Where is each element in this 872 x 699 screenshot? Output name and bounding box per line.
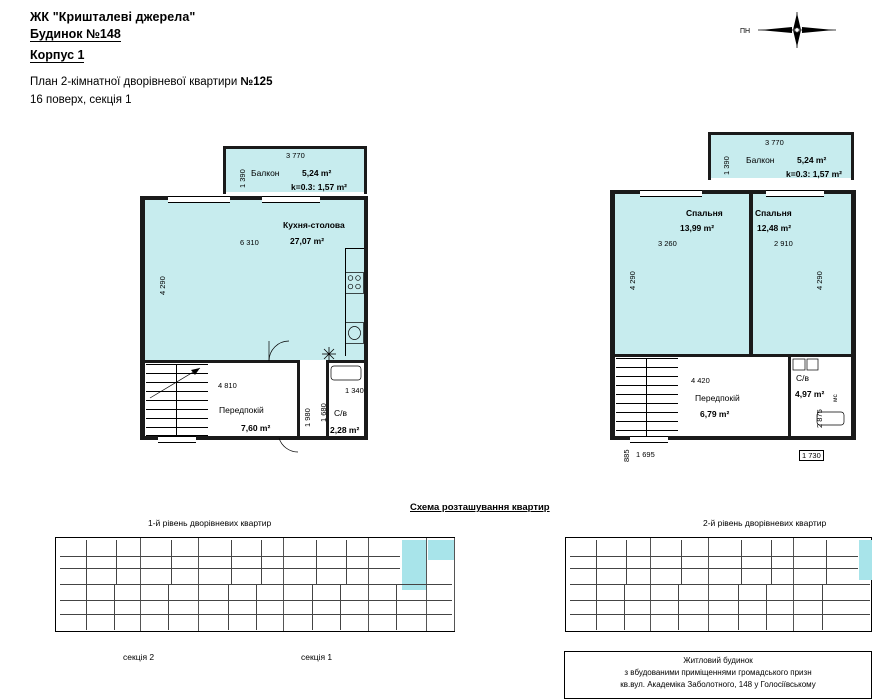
scheme-left-detail	[346, 540, 347, 584]
scheme-left-detail	[340, 584, 341, 630]
bedroom2-width-dim: 2 910	[774, 239, 793, 248]
scheme-right-detail	[738, 584, 739, 630]
balcony-coef: k=0.3: 1,57 m²	[291, 182, 347, 192]
l2-bath-width-dim: 1 730	[799, 450, 824, 461]
scheme-title: Схема розташування квартир	[410, 502, 550, 513]
scheme-left-detail	[60, 568, 400, 569]
scheme-right-highlight	[859, 540, 872, 580]
balcony-wall-right	[364, 146, 367, 194]
l2-balcony-width-dim: 3 770	[765, 138, 784, 147]
scheme-left-highlight-b	[428, 540, 454, 560]
l2-bath-area: 4,97 m²	[795, 389, 825, 399]
scheme-right-detail	[570, 568, 858, 569]
kitchen-balcony-door	[262, 196, 320, 203]
l2-balcony-coef: k=0.3: 1,57 m²	[786, 169, 842, 179]
kitchen-window	[168, 196, 230, 203]
scheme-left-detail	[60, 556, 400, 557]
scheme-right-detail	[596, 584, 597, 630]
scheme-left-detail	[261, 540, 262, 584]
bath-height-dim: 1 680	[319, 403, 328, 422]
l2-bath-height-dim: 2 875	[815, 409, 824, 428]
balcony-depth-dim: 1 390	[238, 169, 247, 188]
bathtub-icon-l2	[816, 410, 846, 434]
bedroom2-balcony-door	[766, 190, 824, 197]
l2-balcony-label: Балкон	[746, 155, 775, 165]
scheme-right-detail	[596, 540, 597, 584]
kitchen-label: Кухня-столова	[283, 220, 345, 230]
bedroom1-label: Спальня	[686, 208, 723, 218]
scheme-left-detail	[114, 584, 115, 630]
scheme-left-detail	[86, 584, 87, 630]
scheme-right-detail	[741, 540, 742, 584]
stairs-direction-arrow	[146, 364, 208, 404]
kitchen-area: 27,07 m²	[290, 236, 325, 246]
l2-bath-label: С/в	[796, 373, 810, 383]
bedroom2-area: 12,48 m²	[757, 223, 792, 233]
stamp-line-3: кв.вул. Академіка Заболотного, 148 у Голосіївському	[620, 680, 816, 689]
scheme-right-detail	[626, 540, 627, 584]
scheme-right-detail	[681, 540, 682, 584]
scheme-right-caption: 2-й рівень дворівневих квартир	[703, 518, 827, 528]
l2-hall-area: 6,79 m²	[700, 409, 730, 419]
scheme-right-detail	[822, 584, 823, 630]
hall-label: Передпокій	[219, 405, 264, 415]
sink-icon	[345, 322, 365, 344]
l2-balcony-area: 5,24 m²	[797, 155, 827, 165]
plan-title-text: План 2-кімнатної дворівневої квартири	[30, 76, 241, 88]
scheme-left-detail	[168, 584, 169, 630]
l2-balcony-wall-top	[708, 132, 854, 135]
l2-entrance-door	[630, 436, 668, 443]
balcony-width-dim: 3 770	[286, 151, 305, 160]
scheme-left-detail	[231, 540, 232, 584]
scheme-left-detail	[228, 584, 229, 630]
scheme-right-detail	[678, 584, 679, 630]
level1-floorplan	[0, 0, 420, 480]
bath-area: 2,28 m²	[330, 425, 360, 435]
scheme-left-detail	[116, 540, 117, 584]
entrance-door	[158, 436, 196, 443]
entrance-door-arc	[278, 437, 300, 453]
apartment-number: №125	[240, 76, 273, 88]
bedroom1-window	[640, 190, 702, 197]
bath-label: С/в	[334, 408, 348, 418]
complex-name: ЖК "Кришталеві джерела"	[30, 10, 196, 24]
l1-partition-hall-right	[297, 360, 300, 440]
scheme-left-section-1: секція 1	[301, 652, 333, 662]
building-number: Будинок №148	[30, 27, 121, 41]
bath-width-dim: 1 340	[345, 386, 364, 395]
kitchen-width-dim: 6 310	[240, 238, 259, 247]
scheme-right-detail	[570, 600, 870, 601]
balcony-wall-left	[223, 146, 226, 194]
scheme-left-detail	[312, 584, 313, 630]
compass-north-label: ПН	[740, 28, 751, 35]
bedroom1-width-dim: 3 260	[658, 239, 677, 248]
kitchen-counter-line	[345, 248, 364, 249]
scheme-right-detail	[570, 584, 870, 585]
title-stamp	[564, 651, 872, 699]
level2-staircase	[616, 358, 678, 436]
scheme-left-caption: 1-й рівень дворівневих квартир	[148, 518, 272, 528]
scheme-left-section-2: секція 2	[123, 652, 155, 662]
corpus-number: Корпус 1	[30, 48, 85, 62]
l2-wall-right	[851, 190, 856, 440]
scheme-right-detail	[771, 540, 772, 584]
scheme-left-detail	[316, 540, 317, 584]
bathtub-icon	[330, 364, 364, 384]
wc-side-label: мс	[832, 394, 839, 402]
bedroom2-height-dim: 4 290	[815, 271, 824, 290]
l2-balcony-wall-right	[851, 132, 854, 180]
scheme-left-highlight-a	[402, 540, 426, 590]
stamp-line-2: з вбудованими приміщеннями громадського призн	[624, 668, 812, 677]
l2-extra-dim-2: 1 695	[636, 450, 655, 459]
scheme-right-detail	[766, 584, 767, 630]
l2-hall-width-dim: 4 420	[691, 376, 710, 385]
l2-extra-dim-1: 885	[622, 449, 631, 462]
kitchen-door-arc	[268, 340, 290, 362]
bedroom1-height-dim: 4 290	[628, 271, 637, 290]
scheme-right-detail	[624, 584, 625, 630]
stamp-line-1: Житловий будинок	[683, 656, 753, 665]
scheme-left-strip	[55, 537, 455, 632]
scheme-left-detail	[86, 540, 87, 584]
balcony-area: 5,24 m²	[302, 168, 332, 178]
scheme-right-detail	[826, 540, 827, 584]
bedroom2-label: Спальня	[755, 208, 792, 218]
scheme-left-detail	[171, 540, 172, 584]
hall-width-dim: 4 810	[218, 381, 237, 390]
l2-balcony-depth-dim: 1 390	[722, 156, 731, 175]
scheme-right-strip	[565, 537, 872, 632]
l2-bedroom-partition	[749, 194, 753, 354]
stove-icon	[345, 272, 365, 294]
hall-area: 7,60 m²	[241, 423, 271, 433]
bedroom1-area: 13,99 m²	[680, 223, 715, 233]
scheme-left-detail	[396, 584, 397, 630]
hall-height-dim: 1 980	[303, 408, 312, 427]
l2-hall-label: Передпокій	[695, 393, 740, 403]
scheme-right-detail	[570, 614, 870, 615]
balcony-label: Балкон	[251, 168, 280, 178]
scheme-right-detail	[570, 556, 858, 557]
l2-balcony-wall-left	[708, 132, 711, 180]
l1-wall-right	[364, 196, 368, 440]
level2-bedroom2-area	[753, 194, 851, 354]
kitchen-height-dim: 4 290	[158, 276, 167, 295]
washbasin-icon	[792, 358, 820, 376]
plan-floor-info: 16 поверх, секція 1	[30, 94, 132, 106]
scheme-left-detail	[256, 584, 257, 630]
level2-floorplan	[600, 0, 872, 480]
balcony-wall-top	[223, 146, 367, 149]
